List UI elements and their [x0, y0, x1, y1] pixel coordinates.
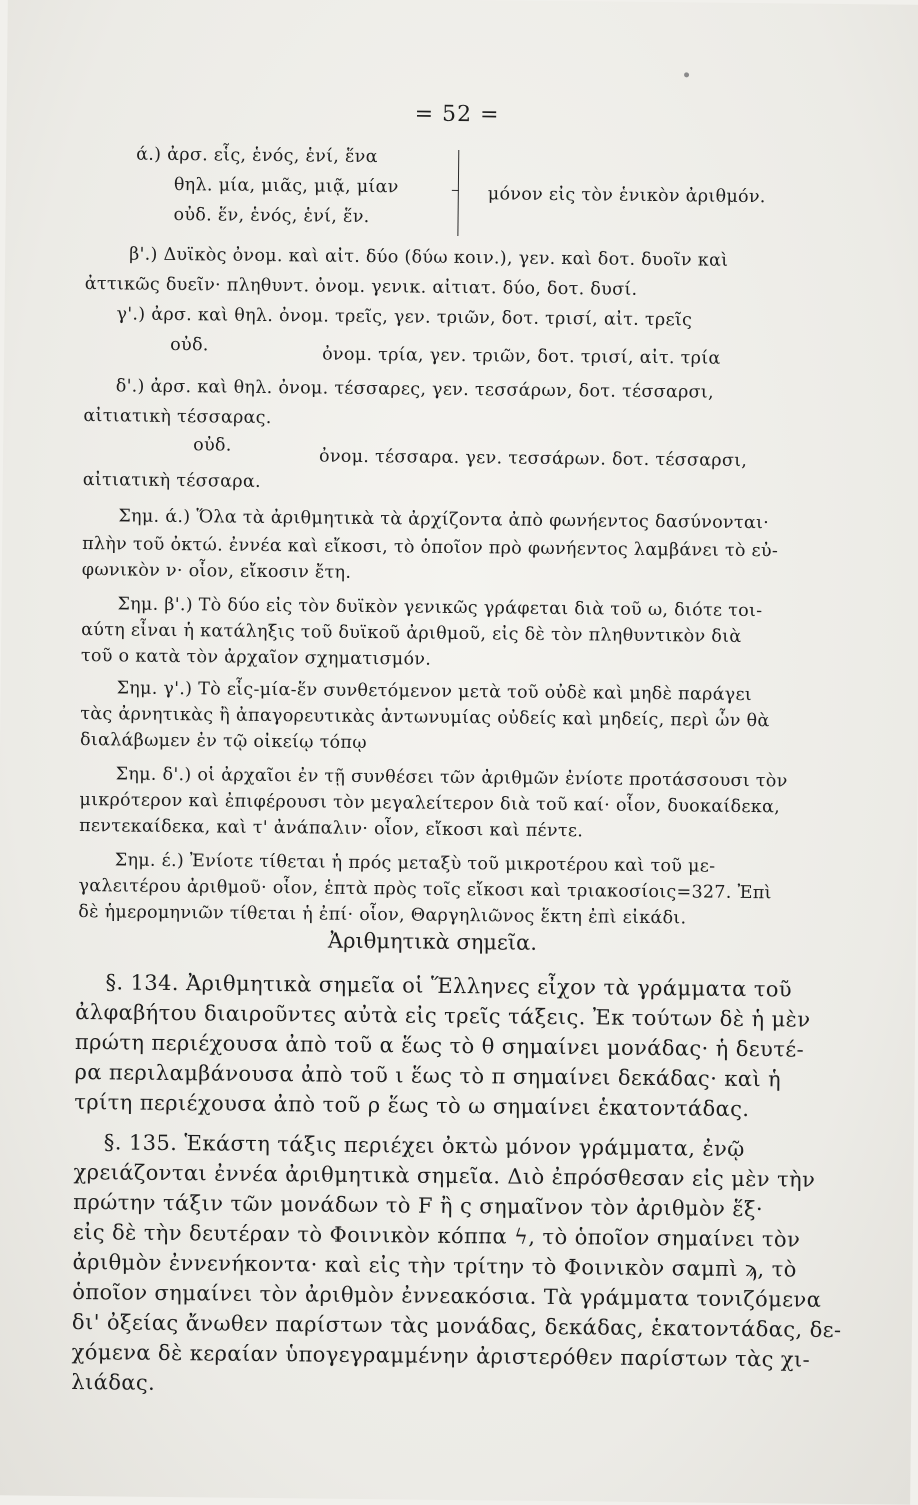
numeral-three-line-2: ὀνομ. τρία, γεν. τριῶν, δοτ. τρισί, αἰτ. τρία: [322, 344, 721, 369]
note-5-line-3: δὲ ἡμερομηνιῶν τίθεται ἡ ἐπί· οἷον, Θαργηλιῶνος ἕκτη ἐπὶ εἰκάδι.: [78, 902, 687, 929]
note-4-line-3: πεντεκαίδεκα, καὶ τ' ἀνάπαλιν· οἷον, εἴκοσι καὶ πέντε.: [79, 816, 584, 842]
note-2-line-2: αύτη εἶναι ἡ κατάληξις τοῦ δυϊκοῦ ἀριθμοῦ, εἰς δὲ τὸν πληθυντικὸν διὰ: [81, 620, 742, 647]
section-135-line-1: §. 135. Ἑκάστη τάξις περιέχει ὀκτὼ μόνον γράμματα, ἐνῷ: [103, 1130, 745, 1162]
numeral-three-line-1: γ'.) ἀρσ. καὶ θηλ. ὀνομ. τρεῖς, γεν. τριῶν, δοτ. τρισί, αἰτ. τρεῖς: [116, 304, 693, 331]
note-5-line-2: γαλειτέρου ἀριθμοῦ· οἷον, ἑπτὰ πρὸς τοῖς εἴκοσι καὶ τριακοσίοις=327. Ἐπὶ: [78, 876, 772, 904]
section-135-line-6: ὁποῖον σημαίνει τὸν ἀριθμὸν ἐννεακόσια. Τὰ γράμματα τονιζόμενα: [72, 1279, 822, 1312]
section-134-line-4: ρα περιλαμβάνουσα ἀπὸ τοῦ ι ἕως τὸ π σημαίνει δεκάδας· καὶ ἡ: [74, 1059, 782, 1092]
note-2-line-3: τοῦ ο κατὰ τὸν ἀρχαῖον σχηματισμόν.: [80, 646, 432, 670]
section-135-line-2: χρειάζονται ἐννέα ἀριθμητικὰ σημεῖα. Διὸ ἐπρόσθεσαν εἰς μὲν τὴν: [73, 1159, 816, 1192]
note-4-line-2: μικρότερον καὶ ἐπιφέρουσι τὸν μεγαλείτερον διὰ τοῦ καί· οἷον, δυοκαίδεκα,: [79, 790, 781, 818]
numeral-four-line-2: αἰτιατικὴ τέσσαρας.: [83, 406, 272, 429]
section-134-line-5: τρίτη περιέχουσα ἀπὸ τοῦ ρ ἕως τὸ ω σημαίνει ἑκατοντάδας.: [74, 1089, 750, 1122]
section-134-line-3: πρώτη περιέχουσα ἀπὸ τοῦ α ἕως τὸ θ σημαίνει μονάδας· ἡ δευτέ-: [74, 1029, 805, 1062]
numeral-one-note: μόνον εἰς τὸν ἑνικὸν ἀριθμόν.: [487, 184, 766, 208]
numeral-one-neuter: οὐδ. ἕν, ἑνός, ἑνί, ἕν.: [173, 204, 370, 228]
section-heading: Ἀριθμητικὰ σημεῖα.: [327, 928, 538, 955]
note-1-line-3: φωνικὸν ν· οἷον, εἴκοσιν ἔτη.: [81, 560, 352, 583]
section-135-line-8: χόμενα δὲ κεραίαν ὑπογεγραμμένην ἀριστερόθεν παρίστων τὰς χι-: [71, 1339, 811, 1372]
numeral-four-line-3: ὀνομ. τέσσαρα. γεν. τεσσάρων. δοτ. τέσσαρσι,: [318, 446, 748, 472]
note-3-line-2: τὰς ἀρνητικὰς ἢ ἀπαγορευτικὰς ἀντωνυμίας οὐδείς καὶ μηδείς, περὶ ὧν θὰ: [80, 704, 770, 732]
numeral-one-masculine: ά.) ἀρσ. εἷς, ἑνός, ἑνί, ἕνα: [136, 144, 378, 168]
page-number: = 52 =: [414, 101, 500, 128]
numeral-four-line-1: δ'.) ἀρσ. καὶ θηλ. ὀνομ. τέσσαρες, γεν. τεσσάρων, δοτ. τέσσαρσι,: [115, 376, 714, 403]
section-135-line-7: δι' ὀξείας ἄνωθεν παρίστων τὰς μονάδας, δεκάδας, ἑκατοντάδας, δε-: [71, 1309, 842, 1343]
section-135-line-4: εἰς δὲ τὴν δευτέραν τὸ Φοινικὸν κόππα ϟ, τὸ ὁποῖον σημαίνει τὸν: [72, 1219, 801, 1252]
note-3-line-3: διαλάβωμεν ἐν τῷ οἰκείῳ τόπῳ: [79, 730, 367, 754]
numeral-two-line-1: β'.) Δυϊκὸς ὀνομ. καὶ αἰτ. δύο (δύω κοιν.), γεν. καὶ δοτ. δυοῖν καὶ: [129, 244, 729, 271]
section-135-line-3: πρώτην τάξιν τῶν μονάδων τὸ F ἢ ς σημαῖνον τὸν ἀριθμὸν ἕξ·: [73, 1189, 764, 1222]
numeral-four-neuter-label: οὐδ.: [193, 435, 232, 456]
section-135-line-9: λιάδας.: [71, 1369, 156, 1395]
numeral-two-line-2: ἀττικῶς δυεῖν· πληθυντ. ὀνομ. γενικ. αἰτιατ. δύο, δοτ. δυσί.: [84, 274, 638, 300]
section-134-line-2: ἀλφαβήτου διαιροῦντες αὐτὰ εἰς τρεῖς τάξεις. Ἐκ τούτων δὲ ἡ μὲν: [75, 999, 811, 1032]
note-2-line-1: Σημ. β'.) Τὸ δύο εἰς τὸν δυϊκὸν γενικῶς γράφεται διὰ τοῦ ω, διότε τοι-: [117, 594, 763, 622]
section-135-line-5: ἀριθμὸν ἐννενήκοντα· καὶ εἰς τὴν τρίτην τὸ Φοινικὸν σαμπὶ ϡ, τὸ: [72, 1249, 797, 1282]
numeral-three-neuter-label: οὐδ.: [170, 334, 209, 356]
note-3-line-1: Σημ. γ'.) Τὸ εἷς-μία-ἕν συνθετόμενον μετὰ τοῦ οὐδὲ καὶ μηδὲ παράγει: [116, 678, 753, 706]
brace: [457, 150, 477, 236]
numeral-four-line-4: αἰτιατικὴ τέσσαρα.: [82, 470, 261, 492]
note-1-line-2: πλὴν τοῦ ὀκτώ. ἐννέα καὶ εἴκοσι, τὸ ὁποῖον πρὸ φωνήεντος λαμβάνει τὸ εὐ-: [82, 534, 779, 562]
section-134-line-1: §. 134. Ἀριθμητικὰ σημεῖα οἱ Ἕλληνες εἶχον τὰ γράμματα τοῦ: [105, 970, 793, 1002]
note-5-line-1: Σημ. έ.) Ἐνίοτε τίθεται ἡ πρός μεταξὺ τοῦ μικροτέρου καὶ τοῦ με-: [114, 850, 716, 877]
numeral-one-feminine: θηλ. μία, μιᾶς, μιᾷ, μίαν: [173, 174, 399, 198]
note-1-line-1: Σημ. ά.) Ὅλα τὰ ἀριθμητικὰ τὰ ἀρχίζοντα ἀπὸ φωνήεντος δασύνονται·: [118, 506, 770, 534]
ink-spot: [684, 72, 689, 77]
note-4-line-1: Σημ. δ'.) οἱ ἀρχαῖοι ἐν τῇ συνθέσει τῶν ἀριθμῶν ἐνίοτε προτάσσουσι τὸν: [115, 764, 788, 792]
